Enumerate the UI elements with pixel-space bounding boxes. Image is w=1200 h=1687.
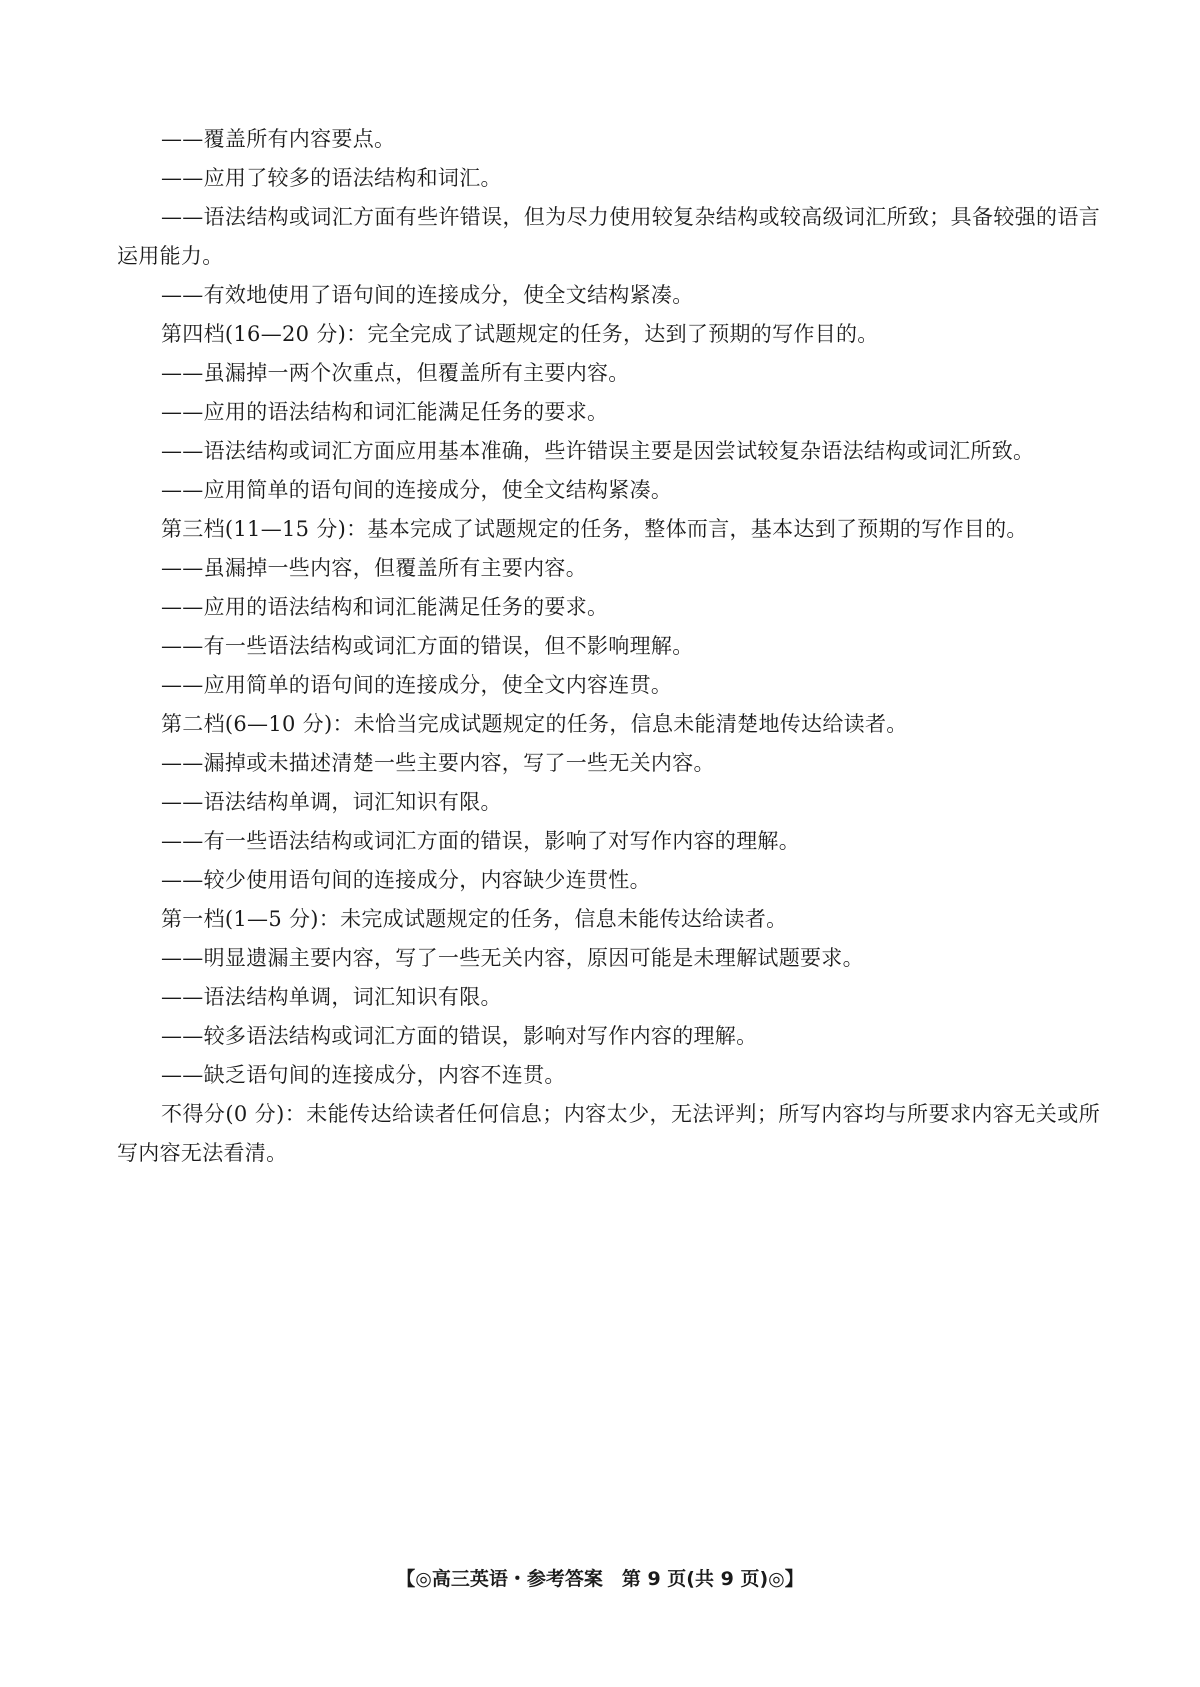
criteria-line: ——虽漏掉一两个次重点，但覆盖所有主要内容。	[161, 361, 630, 385]
criteria-line: ——明显遗漏主要内容，写了一些无关内容，原因可能是未理解试题要求。	[161, 946, 864, 970]
criteria-line: ——语法结构或词汇方面应用基本准确，些许错误主要是因尝试较复杂语法结构或词汇所致。	[161, 439, 1035, 463]
criteria-line: ——有效地使用了语句间的连接成分，使全文结构紧凑。	[161, 283, 694, 307]
criteria-line: ——较多语法结构或词汇方面的错误，影响对写作内容的理解。	[161, 1024, 758, 1048]
grade-2-heading: 第二档(6—10 分)：未恰当完成试题规定的任务，信息未能清楚地传达给读者。	[161, 712, 908, 736]
criteria-paragraph: ——语法结构或词汇方面有些许错误，但为尽力使用较复杂结构或较高级词汇所致；具备较强的语言运用能力。	[117, 205, 1100, 268]
criteria-line: ——语法结构单调，词汇知识有限。	[161, 790, 502, 814]
grade-3-heading: 第三档(11—15 分)：基本完成了试题规定的任务，整体而言，基本达到了预期的写作目的。	[161, 517, 1028, 541]
scoring-criteria-text	[117, 120, 1100, 1173]
zero-score-paragraph: 不得分(0 分)：未能传达给读者任何信息；内容太少，无法评判；所写内容均与所要求内容无关或所写内容无法看清。	[117, 1102, 1100, 1165]
page-footer: 【◎高三英语・参考答案 第 9 页(共 9 页)◎】	[396, 1568, 804, 1590]
criteria-line: ——有一些语法结构或词汇方面的错误，影响了对写作内容的理解。	[161, 829, 800, 853]
criteria-line: ——应用了较多的语法结构和词汇。	[161, 166, 502, 190]
criteria-line: ——有一些语法结构或词汇方面的错误，但不影响理解。	[161, 634, 694, 658]
criteria-line: ——应用简单的语句间的连接成分，使全文内容连贯。	[161, 673, 673, 697]
criteria-line: ——较少使用语句间的连接成分，内容缺少连贯性。	[161, 868, 651, 892]
criteria-line: ——虽漏掉一些内容，但覆盖所有主要内容。	[161, 556, 587, 580]
grade-4-heading: 第四档(16—20 分)：完全完成了试题规定的任务，达到了预期的写作目的。	[161, 322, 879, 346]
criteria-line: ——应用简单的语句间的连接成分，使全文结构紧凑。	[161, 478, 673, 502]
criteria-line: ——应用的语法结构和词汇能满足任务的要求。	[161, 400, 609, 424]
criteria-line: ——覆盖所有内容要点。	[161, 127, 396, 151]
criteria-line: ——应用的语法结构和词汇能满足任务的要求。	[161, 595, 609, 619]
criteria-line: ——漏掉或未描述清楚一些主要内容，写了一些无关内容。	[161, 751, 715, 775]
criteria-line: ——缺乏语句间的连接成分，内容不连贯。	[161, 1063, 566, 1087]
criteria-line: ——语法结构单调，词汇知识有限。	[161, 985, 502, 1009]
grade-1-heading: 第一档(1—5 分)：未完成试题规定的任务，信息未能传达给读者。	[161, 907, 788, 931]
